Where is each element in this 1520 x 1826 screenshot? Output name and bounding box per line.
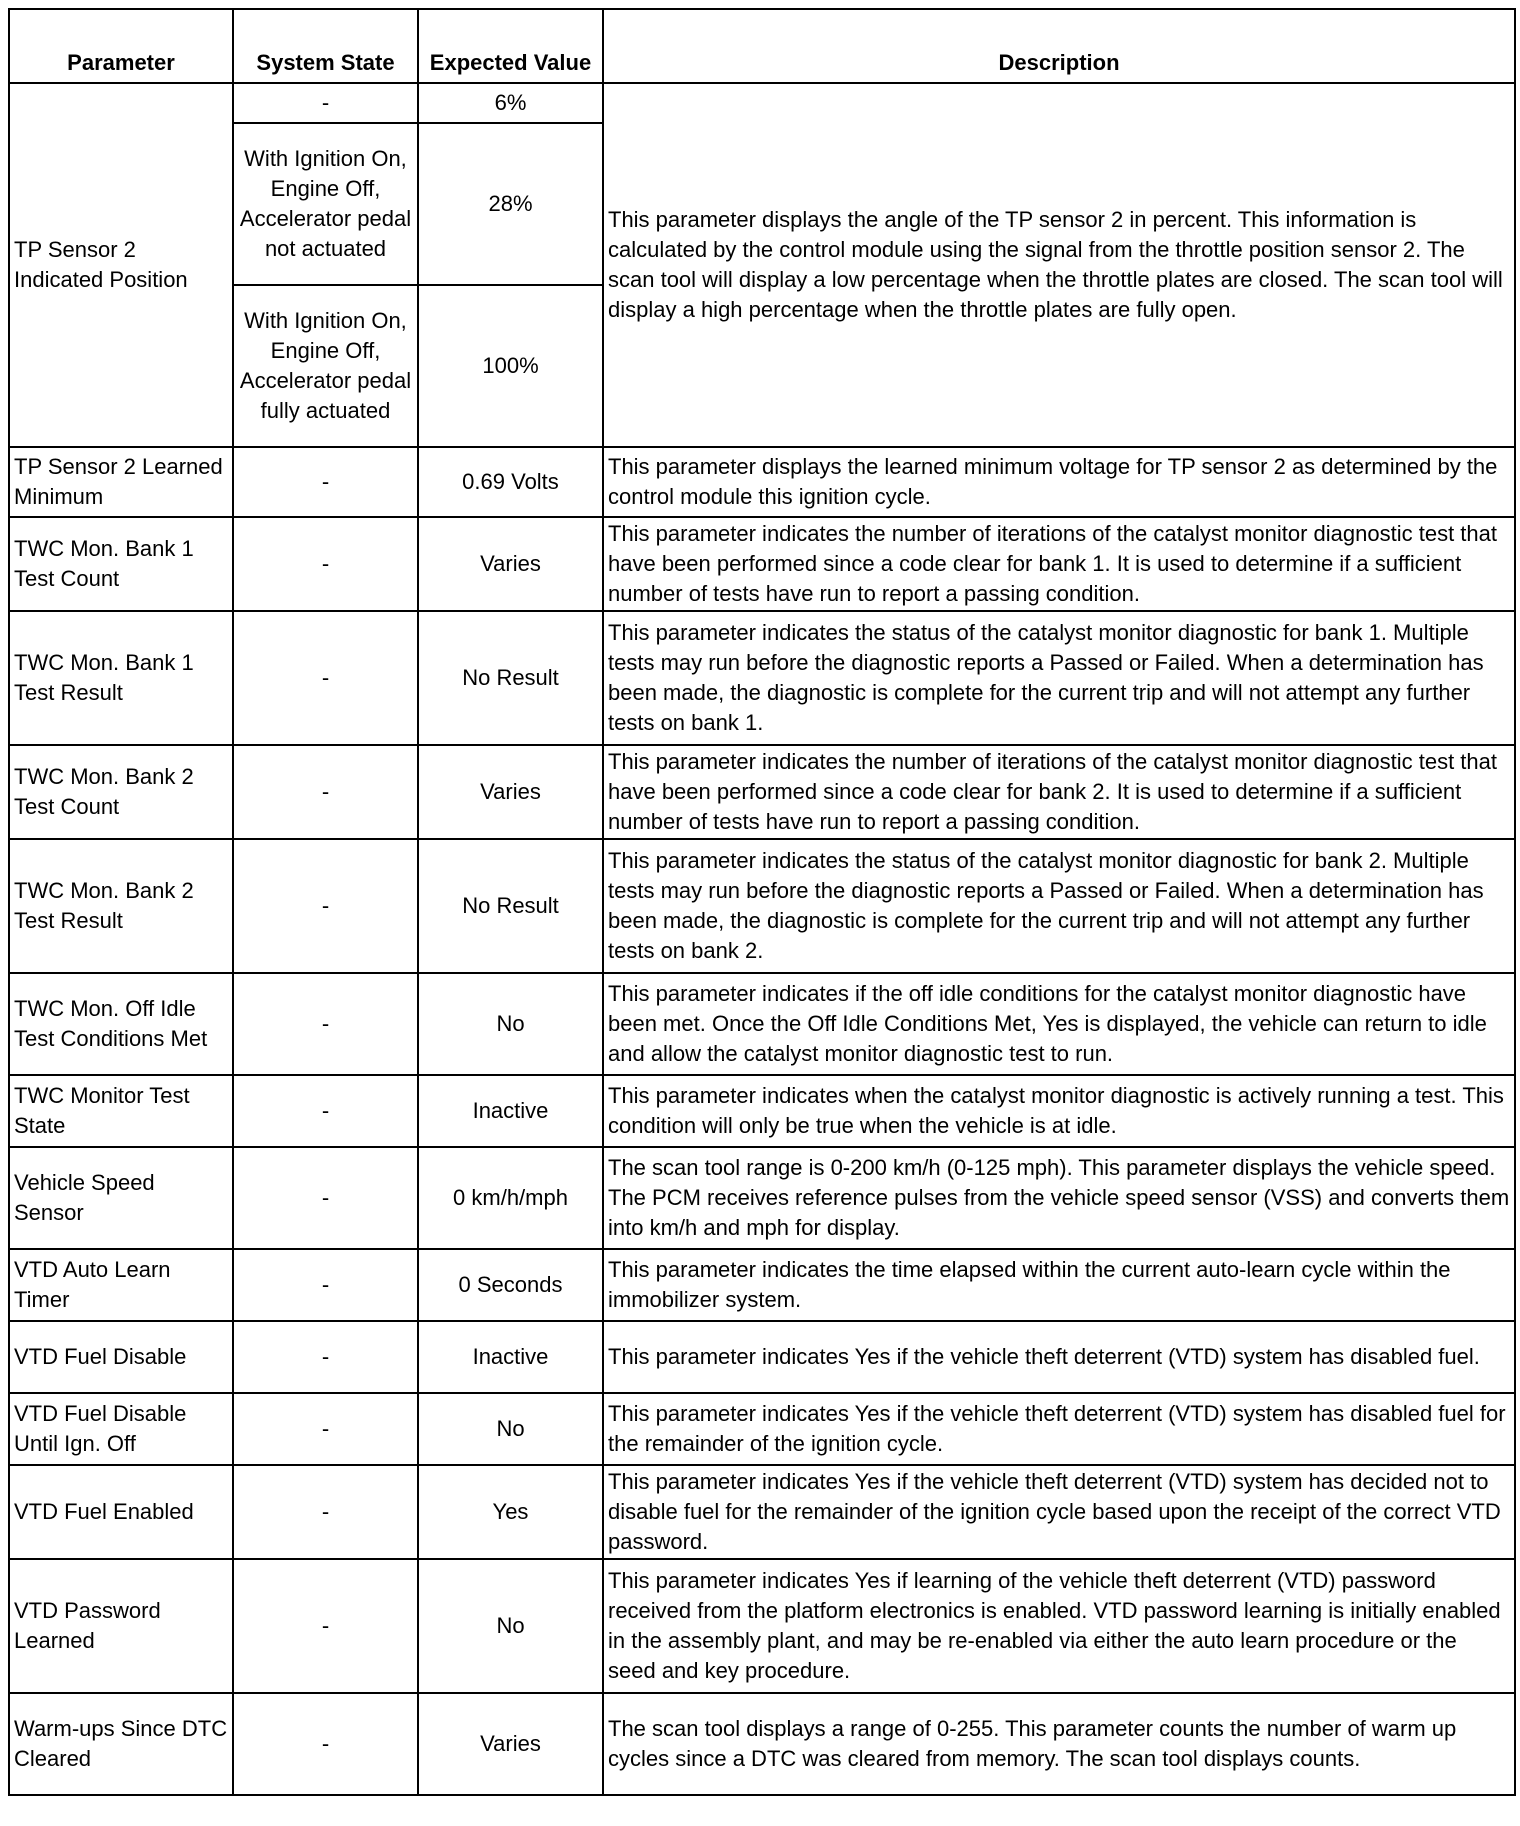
expected-value-cell: 0 km/h/mph: [418, 1147, 603, 1249]
expected-value-cell: No: [418, 1559, 603, 1693]
system-state-cell: -: [233, 1393, 418, 1465]
expected-value-cell: Varies: [418, 745, 603, 839]
parameter-cell: VTD Auto Learn Timer: [9, 1249, 233, 1321]
table-row: [9, 83, 1515, 123]
description-cell: This parameter indicates Yes if learning of the vehicle theft deterrent (VTD) password received from the platform electronics is enabled. VTD password learning is initially enabled in the assembly plant, and may be re-enabled via either the auto learn procedure or the seed and key procedure.: [603, 1559, 1515, 1693]
system-state-cell: -: [233, 1321, 418, 1393]
expected-value-cell: No Result: [418, 839, 603, 973]
system-state-cell: -: [233, 1075, 418, 1147]
parameter-cell: TWC Mon. Bank 1 Test Result: [9, 611, 233, 745]
system-state-cell: -: [233, 1559, 418, 1693]
table-row: [9, 1393, 1515, 1465]
expected-value-cell: Yes: [418, 1465, 603, 1559]
header-system-state: System State: [233, 9, 418, 83]
parameter-cell: VTD Password Learned: [9, 1559, 233, 1693]
expected-value-cell: No: [418, 973, 603, 1075]
expected-value-cell: Varies: [418, 1693, 603, 1795]
description-cell: This parameter indicates the number of iterations of the catalyst monitor diagnostic test that have been performed since a code clear for bank 1. It is used to determine if a sufficient number of tests have run to report a passing condition.: [603, 517, 1515, 611]
expected-value-cell: No Result: [418, 611, 603, 745]
parameter-cell: VTD Fuel Disable: [9, 1321, 233, 1393]
system-state-cell: -: [233, 1249, 418, 1321]
parameter-cell: Warm-ups Since DTC Cleared: [9, 1693, 233, 1795]
table-row: [9, 1249, 1515, 1321]
description-cell: This parameter indicates the status of the catalyst monitor diagnostic for bank 2. Multiple tests may run before the diagnostic reports a Passed or Failed. When a determination has been made, the diagnostic is complete for the current trip and will not attempt any further tests on bank 2.: [603, 839, 1515, 973]
system-state-cell: -: [233, 611, 418, 745]
parameter-table: [8, 8, 1516, 1796]
parameter-cell: TWC Mon. Bank 2 Test Result: [9, 839, 233, 973]
parameter-cell: TP Sensor 2 Learned Minimum: [9, 447, 233, 517]
description-cell: This parameter indicates Yes if the vehicle theft deterrent (VTD) system has decided not to disable fuel for the remainder of the ignition cycle based upon the receipt of the correct VTD password.: [603, 1465, 1515, 1559]
table-row: [9, 839, 1515, 973]
parameter-cell: TWC Mon. Bank 1 Test Count: [9, 517, 233, 611]
expected-value-cell: 28%: [418, 123, 603, 285]
header-description: Description: [603, 9, 1515, 83]
expected-value-cell: Inactive: [418, 1321, 603, 1393]
description-cell: This parameter indicates Yes if the vehicle theft deterrent (VTD) system has disabled fuel for the remainder of the ignition cycle.: [603, 1393, 1515, 1465]
system-state-cell: -: [233, 447, 418, 517]
description-cell: This parameter indicates if the off idle conditions for the catalyst monitor diagnostic have been met. Once the Off Idle Conditions Met, Yes is displayed, the vehicle can return to idle and allow the catalyst monitor diagnostic test to run.: [603, 973, 1515, 1075]
parameter-cell: VTD Fuel Enabled: [9, 1465, 233, 1559]
expected-value-cell: No: [418, 1393, 603, 1465]
parameter-cell: Vehicle Speed Sensor: [9, 1147, 233, 1249]
parameter-cell: TWC Mon. Off Idle Test Conditions Met: [9, 973, 233, 1075]
expected-value-cell: 6%: [418, 83, 603, 123]
system-state-cell: -: [233, 517, 418, 611]
table-row: [9, 447, 1515, 517]
table-row: [9, 1147, 1515, 1249]
document-page: [8, 8, 1516, 1796]
header-expected-value: Expected Value: [418, 9, 603, 83]
parameter-cell: TWC Monitor Test State: [9, 1075, 233, 1147]
table-row: [9, 1321, 1515, 1393]
system-state-cell: -: [233, 839, 418, 973]
system-state-cell: -: [233, 1693, 418, 1795]
system-state-cell: With Ignition On, Engine Off, Accelerator pedal not actuated: [233, 123, 418, 285]
expected-value-cell: Varies: [418, 517, 603, 611]
parameter-cell: TWC Mon. Bank 2 Test Count: [9, 745, 233, 839]
description-cell: This parameter indicates the number of iterations of the catalyst monitor diagnostic test that have been performed since a code clear for bank 2. It is used to determine if a sufficient number of tests have run to report a passing condition.: [603, 745, 1515, 839]
description-cell: This parameter indicates when the catalyst monitor diagnostic is actively running a test. This condition will only be true when the vehicle is at idle.: [603, 1075, 1515, 1147]
table-row: [9, 1465, 1515, 1559]
table-row: [9, 611, 1515, 745]
system-state-cell: -: [233, 1147, 418, 1249]
description-cell: The scan tool displays a range of 0-255. This parameter counts the number of warm up cycles since a DTC was cleared from memory. The scan tool displays counts.: [603, 1693, 1515, 1795]
system-state-cell: -: [233, 1465, 418, 1559]
expected-value-cell: 100%: [418, 285, 603, 447]
expected-value-cell: 0.69 Volts: [418, 447, 603, 517]
system-state-cell: With Ignition On, Engine Off, Accelerator pedal fully actuated: [233, 285, 418, 447]
header-row: [9, 9, 1515, 83]
system-state-cell: -: [233, 745, 418, 839]
header-parameter: Parameter: [9, 9, 233, 83]
system-state-cell: -: [233, 83, 418, 123]
description-cell: This parameter indicates the status of the catalyst monitor diagnostic for bank 1. Multiple tests may run before the diagnostic reports a Passed or Failed. When a determination has been made, the diagnostic is complete for the current trip and will not attempt any further tests on bank 1.: [603, 611, 1515, 745]
table-row: [9, 517, 1515, 611]
table-row: [9, 1075, 1515, 1147]
expected-value-cell: Inactive: [418, 1075, 603, 1147]
system-state-cell: -: [233, 973, 418, 1075]
description-cell: This parameter indicates Yes if the vehicle theft deterrent (VTD) system has disabled fuel.: [603, 1321, 1515, 1393]
description-cell: The scan tool range is 0-200 km/h (0-125 mph). This parameter displays the vehicle speed. The PCM receives reference pulses from the vehicle speed sensor (VSS) and converts them into km/h and mph for display.: [603, 1147, 1515, 1249]
expected-value-cell: 0 Seconds: [418, 1249, 603, 1321]
description-cell: This parameter displays the angle of the TP sensor 2 in percent. This information is calculated by the control module using the signal from the throttle position sensor 2. The scan tool will display a low percentage when the throttle plates are closed. The scan tool will display a high percentage when the throttle plates are fully open.: [603, 83, 1515, 447]
description-cell: This parameter indicates the time elapsed within the current auto-learn cycle within the immobilizer system.: [603, 1249, 1515, 1321]
parameter-cell: VTD Fuel Disable Until Ign. Off: [9, 1393, 233, 1465]
table-row: [9, 1559, 1515, 1693]
description-cell: This parameter displays the learned minimum voltage for TP sensor 2 as determined by the control module this ignition cycle.: [603, 447, 1515, 517]
parameter-cell: TP Sensor 2 Indicated Position: [9, 83, 233, 447]
table-row: [9, 973, 1515, 1075]
table-row: [9, 745, 1515, 839]
table-row: [9, 1693, 1515, 1795]
